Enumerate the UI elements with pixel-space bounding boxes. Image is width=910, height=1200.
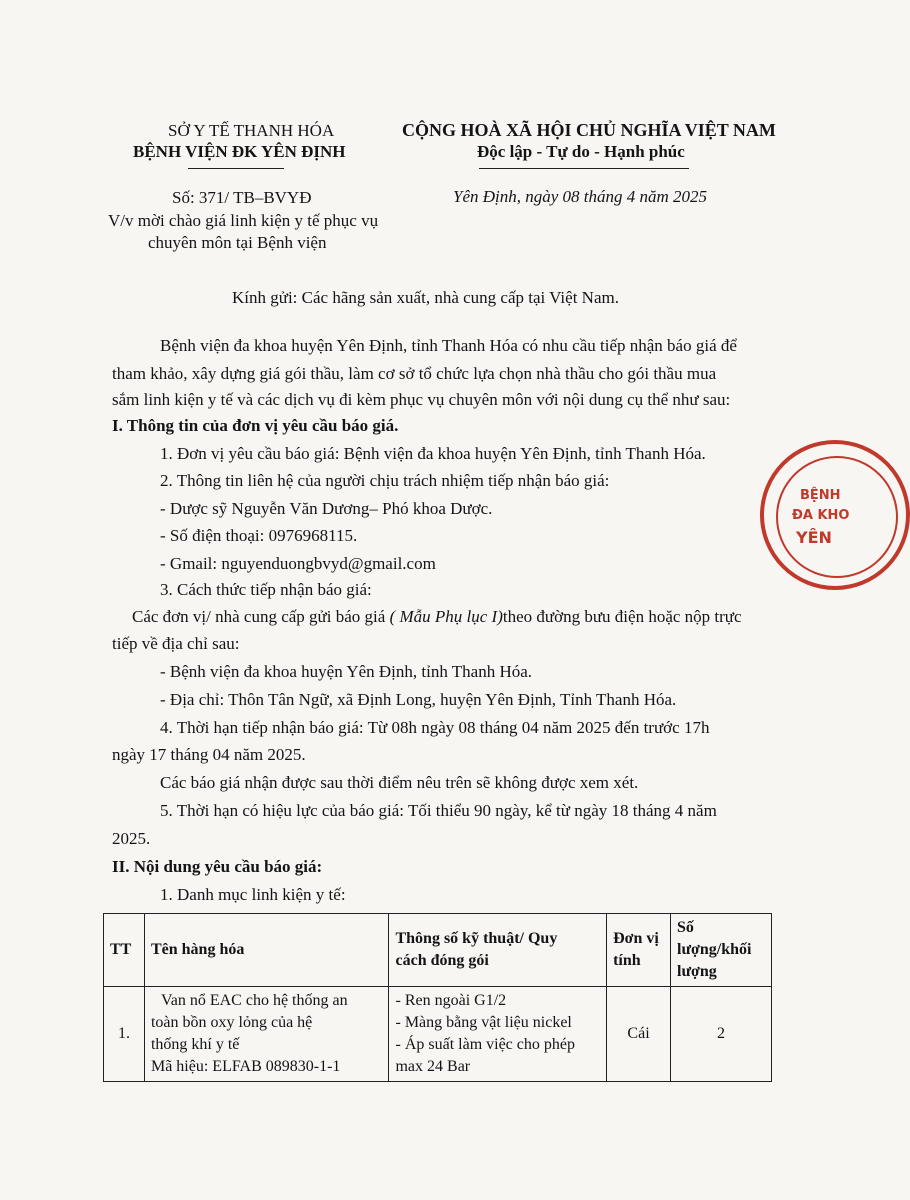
section-1-item-1: 1. Đơn vị yêu cầu báo giá: Bệnh viện đa khoa huyện Yên Định, tỉnh Thanh Hóa. [160,444,706,463]
header-unit-line-2: tính [613,952,641,969]
subject-line-2: chuyên môn tại Bệnh viện [148,233,327,252]
recipient: Kính gửi: Các hãng sản xuất, nhà cung cấp tại Việt Nam. [232,288,619,307]
motto: Độc lập - Tự do - Hạnh phúc [477,142,685,161]
hospital-name: BỆNH VIỆN ĐK YÊN ĐỊNH [133,142,346,161]
stamp-text-2: ĐA KHO [792,508,850,523]
header-name: Tên hàng hóa [144,914,389,987]
intro-line-1: Bệnh viện đa khoa huyện Yên Định, tỉnh Thanh Hóa có nhu cầu tiếp nhận báo giá để [160,336,737,355]
header-unit [607,914,671,987]
intro-line-2: tham khảo, xây dựng giá gói thầu, làm cơ sở tổ chức lựa chọn nhà thầu cho gói thầu mua [112,364,717,383]
section-1-item-4-line-2: ngày 17 tháng 04 năm 2025. [112,745,306,764]
late-note: Các báo giá nhận được sau thời điểm nêu trên sẽ không được xem xét. [160,773,639,792]
header-tt: TT [104,914,145,987]
spec-line-1: - Ren ngoài G1/2 [395,992,507,1009]
goods-table [103,913,772,1082]
section-1-item-5-line-2: 2025. [112,829,151,848]
header-qty-line-1: Số [677,919,694,936]
section-1-item-5-line-1: 5. Thời hạn có hiệu lực của báo giá: Tối thiểu 90 ngày, kể từ ngày 18 tháng 4 năm [160,801,717,820]
header-spec [389,914,607,987]
spec-line-3: - Áp suất làm việc cho phép [395,1036,575,1053]
stamp-text-1: BỆNH [800,488,841,503]
contact-phone: - Số điện thoại: 0976968115. [160,526,358,545]
header-spec-line-2: cách đóng gói [395,952,489,969]
stamp-text-3: YÊN [796,528,832,547]
header-qty-line-2: lượng/khối [677,941,752,958]
subject-line-1: V/v mời chào giá linh kiện y tế phục vụ [108,211,379,230]
row-quantity: 2 [671,987,772,1082]
item-name-line-2: toàn bồn oxy lỏng của hệ [150,1014,313,1031]
item-name-line-3: thống khí y tế [150,1036,240,1053]
header-spec-line-1: Thông số kỹ thuật/ Quy [395,930,558,947]
header-underline-left [188,168,284,169]
section-1-item-4-line-1: 4. Thời hạn tiếp nhận báo giá: Từ 08h ngày 08 tháng 04 năm 2025 đến trước 17h [160,718,710,737]
section-1-title: I. Thông tin của đơn vị yêu cầu báo giá. [112,416,399,435]
item-name-line-1: Van nổ EAC cho hệ thống an [160,992,348,1009]
method-text-pre: Các đơn vị/ nhà cung cấp gửi báo giá [132,607,390,626]
section-1-item-3: 3. Cách thức tiếp nhận báo giá: [160,580,372,599]
intro-line-3: sắm linh kiện y tế và các dịch vụ đi kèm phục vụ chuyên môn với nội dung cụ thể như sau: [112,390,731,409]
method-line-1 [132,607,742,627]
section-1-item-2: 2. Thông tin liên hệ của người chịu trách nhiệm tiếp nhận báo giá: [160,471,610,490]
section-2-title: II. Nội dung yêu cầu báo giá: [112,857,323,876]
header-quantity [671,914,772,987]
nation-title: CỘNG HOÀ XÃ HỘI CHỦ NGHĨA VIỆT NAM [402,120,776,140]
header-unit-line-1: Đơn vị [613,930,659,947]
row-unit: Cái [607,987,671,1082]
table-header-row [104,914,772,987]
spec-line-2: - Màng bằng vật liệu nickel [395,1014,572,1031]
place-date: Yên Định, ngày 08 tháng 4 năm 2025 [453,187,708,206]
item-code: Mã hiệu: ELFAB 089830-1-1 [150,1058,341,1075]
section-2-list-title: 1. Danh mục linh kiện y tế: [160,885,346,904]
method-text-post: theo đường bưu điện hoặc nộp trực [502,607,742,626]
address-detail: - Địa chỉ: Thôn Tân Ngữ, xã Định Long, huyện Yên Định, Tỉnh Thanh Hóa. [160,690,677,709]
document-number: Số: 371/ TB–BVYĐ [172,188,312,207]
official-stamp [760,440,910,590]
method-annex-ref: ( Mẫu Phụ lục I) [389,607,503,626]
row-item-name [144,987,389,1082]
spec-line-4: max 24 Bar [395,1058,471,1075]
header-qty-line-3: lượng [677,963,717,980]
address-name: - Bệnh viện đa khoa huyện Yên Định, tỉnh Thanh Hóa. [160,662,533,681]
table-row [104,987,772,1082]
header-underline-right [479,168,689,169]
department-name: SỞ Y TẾ THANH HÓA [168,121,335,140]
row-tt: 1. [104,987,145,1082]
contact-email: - Gmail: nguyenduongbvyd@gmail.com [160,554,436,573]
method-line-2: tiếp về địa chỉ sau: [112,634,240,653]
contact-name: - Dược sỹ Nguyễn Văn Dương– Phó khoa Dược. [160,499,493,518]
row-spec [389,987,607,1082]
